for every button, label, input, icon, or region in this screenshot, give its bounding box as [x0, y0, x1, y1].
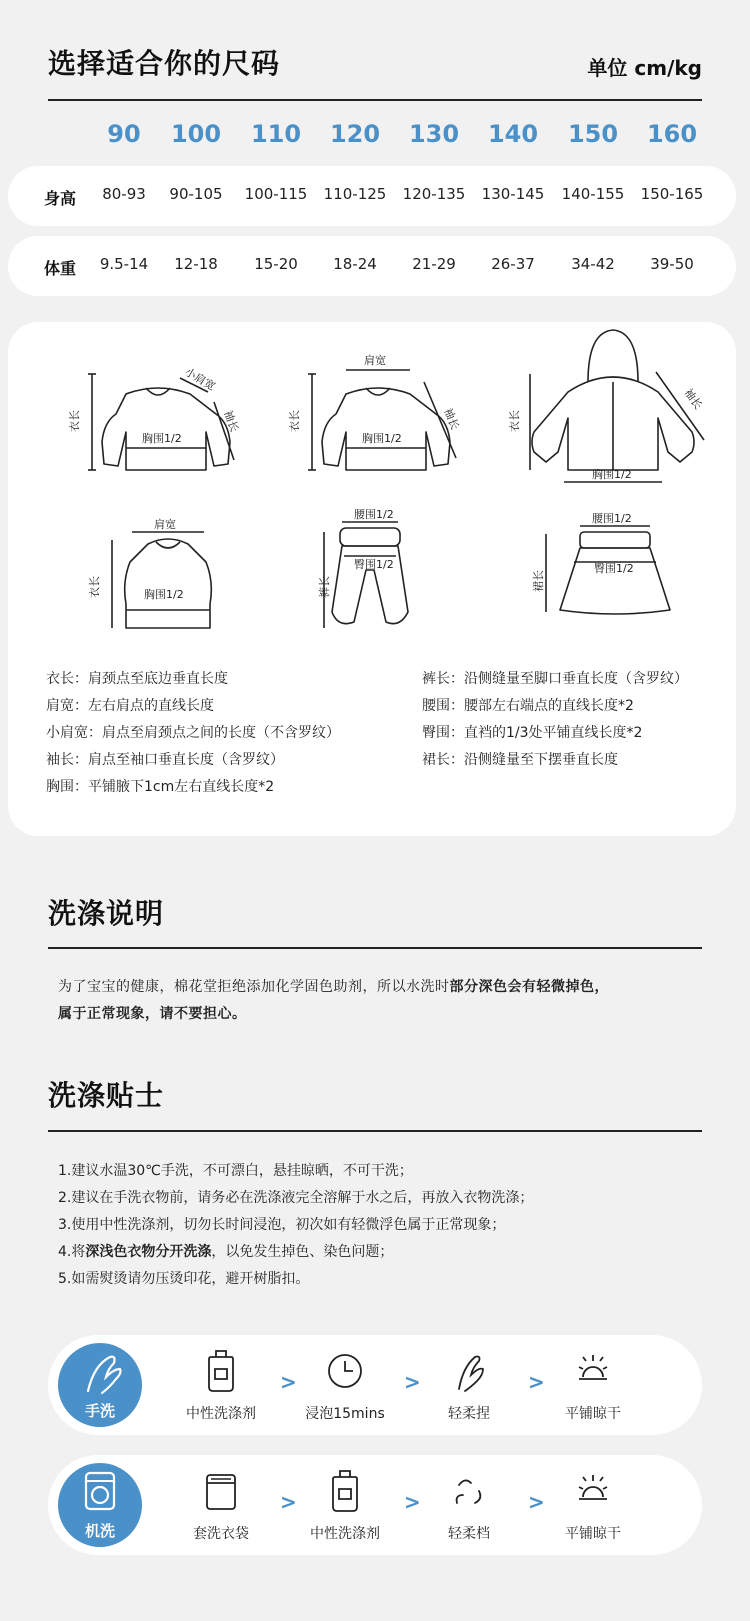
height-cell: 130-145	[481, 185, 545, 203]
step-label: 平铺晾干	[565, 1526, 621, 1542]
tip-item-prefix: 4.将	[58, 1244, 86, 1260]
measurement-card	[8, 322, 736, 836]
height-cell: 140-155	[561, 185, 625, 203]
washing-machine-icon	[58, 1463, 142, 1523]
weight-cell: 9.5-14	[99, 255, 149, 273]
machine-wash-panel	[48, 1455, 702, 1555]
height-cell: 100-115	[244, 185, 308, 203]
height-row-label: 身高	[44, 189, 77, 208]
definition-item: 小肩宽：肩点至肩颈点之间的长度（不含罗纹）	[46, 725, 340, 741]
chevron-right-icon: >	[404, 1370, 421, 1394]
size-label: 130	[408, 120, 460, 148]
definitions-right	[422, 666, 688, 774]
diagram-label-body-length: 衣长	[288, 410, 301, 432]
height-cell: 90-105	[169, 185, 223, 203]
diagram-label-chest: 胸围1/2	[362, 432, 402, 445]
size-label: 100	[170, 120, 222, 148]
size-label: 160	[646, 120, 698, 148]
definitions-left	[46, 666, 340, 801]
size-label: 110	[250, 120, 302, 148]
weight-cell: 15-20	[254, 255, 298, 273]
tip-item-bold: 深浅色衣物分开洗涤	[85, 1244, 212, 1260]
pants-diagram	[324, 522, 408, 628]
detergent-bottle-icon	[327, 1469, 363, 1513]
tip-item-suffix: ，以免发生掉色、染色问题；	[211, 1244, 394, 1260]
vest-diagram	[112, 532, 211, 628]
step-label: 中性洗涤剂	[186, 1406, 256, 1422]
step-label: 中性洗涤剂	[310, 1526, 380, 1542]
sweatshirt-diagram-2	[308, 370, 456, 470]
tip-item	[58, 1239, 533, 1266]
size-label: 120	[329, 120, 381, 148]
divider	[48, 99, 702, 101]
wash-tips-title: 洗涤贴士	[48, 1079, 165, 1112]
tip-item: 2.建议在手洗衣物前，请务必在洗涤液完全溶解于水之后，再放入衣物洗涤；	[58, 1190, 534, 1206]
step-label: 轻柔捏	[448, 1406, 490, 1422]
weight-cell: 39-50	[650, 255, 694, 273]
diagram-label-chest: 胸围1/2	[592, 468, 632, 481]
size-label: 150	[567, 120, 619, 148]
machine-wash-badge	[58, 1463, 142, 1547]
detergent-bottle-icon	[203, 1349, 239, 1393]
diagram-label-hip: 臀围1/2	[354, 558, 394, 571]
laundry-bag-icon	[203, 1469, 239, 1513]
sun-icon	[575, 1469, 611, 1513]
divider	[48, 1130, 702, 1132]
machine-wash-label: 机洗	[84, 1522, 115, 1540]
tip-item: 1.建议水温30℃手洗，不可漂白，悬挂晾晒，不可干洗；	[58, 1163, 413, 1179]
chevron-right-icon: >	[280, 1490, 297, 1514]
size-title: 选择适合你的尺码	[48, 47, 281, 80]
diagram-label-chest: 胸围1/2	[144, 588, 184, 601]
size-header-row	[0, 120, 750, 156]
definition-item: 腰围：腰部左右端点的直线长度*2	[422, 698, 634, 714]
diagram-label-waist: 腰围1/2	[354, 508, 394, 521]
definition-item: 衣长：肩颈点至底边垂直长度	[46, 671, 228, 687]
tip-item: 5.如需熨烫请勿压烫印花，避开树脂扣。	[58, 1271, 310, 1287]
wash-tips-list	[58, 1158, 533, 1293]
divider	[48, 947, 702, 949]
wash-notes-bold-2: 属于正常现象，请不要担心。	[58, 1006, 247, 1022]
tip-item: 3.使用中性洗涤剂，切勿长时间浸泡，初次如有轻微浮色属于正常现象；	[58, 1217, 506, 1233]
clock-icon	[327, 1349, 363, 1393]
hand-wash-label: 手洗	[84, 1402, 115, 1420]
definition-item: 袖长：肩点至袖口垂直长度（含罗纹）	[46, 752, 284, 768]
hoodie-diagram	[530, 330, 704, 482]
weight-row-label: 体重	[44, 259, 77, 278]
hand-wash-panel	[48, 1335, 702, 1435]
height-cell: 120-135	[402, 185, 466, 203]
height-row	[8, 166, 736, 226]
definition-item: 臀围：直裆的1/3处平铺直线长度*2	[422, 725, 643, 741]
hand-wash-badge	[58, 1343, 142, 1427]
step-label: 平铺晾干	[565, 1406, 621, 1422]
hand-icon	[58, 1343, 142, 1403]
definition-item: 裤长：沿侧缝量至脚口垂直长度（含罗纹）	[422, 671, 688, 687]
diagram-label-body-length: 衣长	[508, 410, 521, 432]
wash-notes-title: 洗涤说明	[48, 897, 165, 930]
weight-cell: 12-18	[174, 255, 218, 273]
diagram-label-hip: 臀围1/2	[594, 562, 634, 575]
diagram-label-skirt-length: 裙长	[532, 570, 545, 592]
weight-cell: 21-29	[412, 255, 456, 273]
diagram-label-pants-length: 裤长	[318, 576, 331, 598]
chevron-right-icon: >	[528, 1370, 545, 1394]
garment-diagrams	[8, 322, 736, 652]
step-label: 浸泡15mins	[305, 1406, 385, 1422]
diagram-label-body-length: 衣长	[88, 576, 101, 598]
gentle-cycle-icon	[451, 1469, 487, 1513]
step-label: 套洗衣袋	[193, 1526, 249, 1542]
weight-cell: 18-24	[333, 255, 377, 273]
weight-cell: 26-37	[491, 255, 535, 273]
height-cell: 110-125	[323, 185, 387, 203]
wash-notes-text	[58, 974, 698, 1028]
sun-icon	[575, 1349, 611, 1393]
diagram-label-body-length: 衣长	[68, 410, 81, 432]
diagram-label-sleeve: 袖长	[221, 408, 241, 434]
step-label: 轻柔档	[448, 1526, 490, 1542]
diagram-label-shoulder: 肩宽	[154, 518, 176, 531]
diagram-label-sleeve: 袖长	[441, 406, 462, 432]
wash-notes-normal: 为了宝宝的健康，棉花堂拒绝添加化学固色助剂，所以水洗时	[58, 979, 450, 995]
definition-item: 胸围：平铺腋下1cm左右直线长度*2	[46, 779, 275, 795]
height-cell: 80-93	[102, 185, 146, 203]
definition-item: 肩宽：左右肩点的直线长度	[46, 698, 214, 714]
diagram-label-shoulder-small: 小肩宽	[182, 365, 218, 394]
chevron-right-icon: >	[404, 1490, 421, 1514]
diagram-label-sleeve: 袖长	[681, 386, 705, 412]
wash-notes-bold-1: 部分深色会有轻微掉色，	[449, 979, 609, 995]
size-label: 140	[487, 120, 539, 148]
diagram-label-shoulder: 肩宽	[364, 354, 386, 367]
chevron-right-icon: >	[280, 1370, 297, 1394]
diagram-label-chest: 胸围1/2	[142, 432, 182, 445]
hand-squeeze-icon	[451, 1349, 487, 1393]
unit-label: 单位 cm/kg	[587, 56, 702, 80]
weight-cell: 34-42	[571, 255, 615, 273]
weight-row	[8, 236, 736, 296]
diagram-label-waist: 腰围1/2	[592, 512, 632, 525]
size-label: 90	[107, 120, 141, 148]
chevron-right-icon: >	[528, 1490, 545, 1514]
height-cell: 150-165	[640, 185, 704, 203]
definition-item: 裙长：沿侧缝量至下摆垂直长度	[422, 752, 618, 768]
